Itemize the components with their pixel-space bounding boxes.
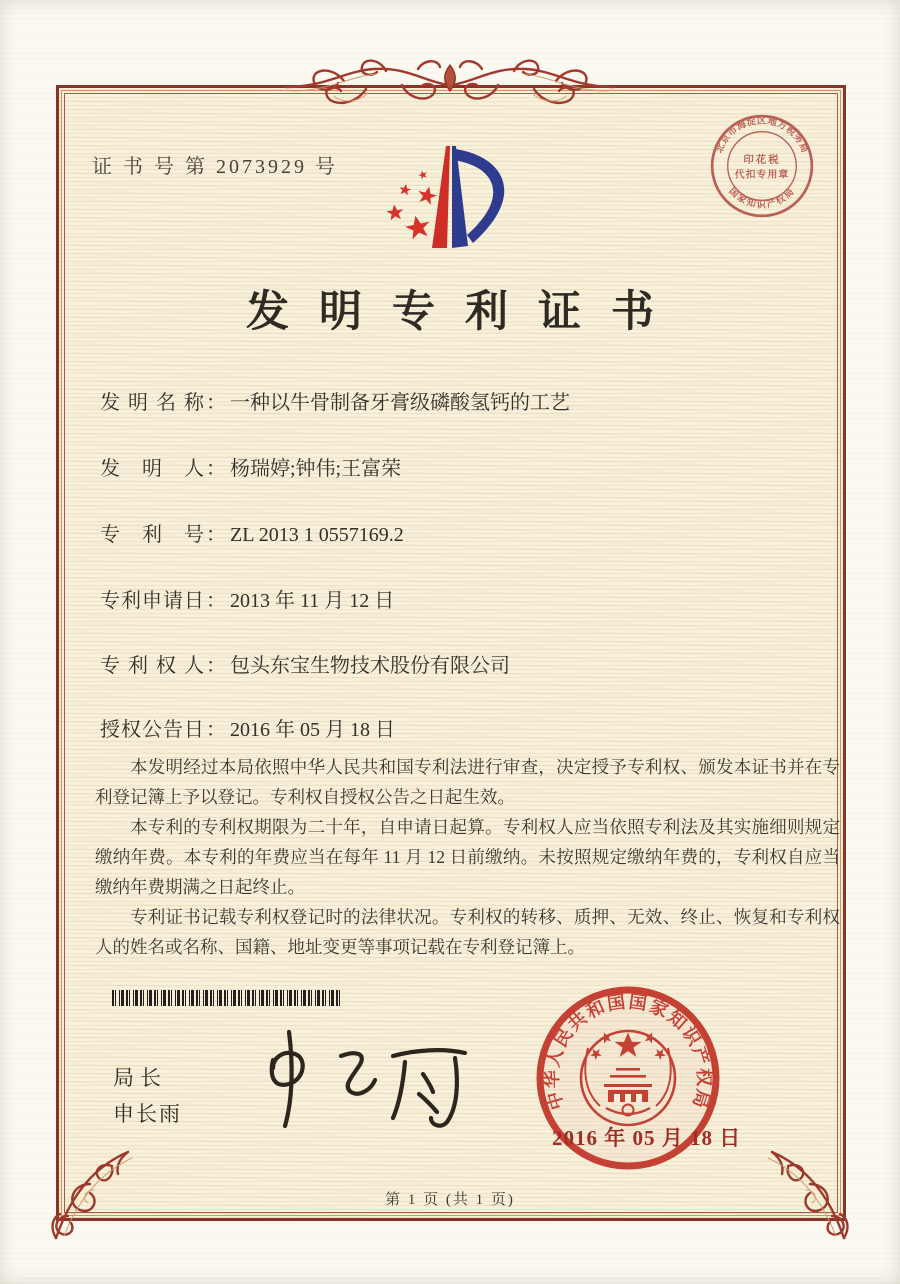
field-inventors: 发明人 ： 杨瑞婷;钟伟;王富荣 [100, 452, 401, 481]
field-application-date: 专利申请日 ： 2013 年 11 月 12 日 [100, 584, 394, 613]
paragraph-term: 本专利的专利权期限为二十年，自申请日起算。专利权人应当依照专利法及其实施细则规定缴纳年费。本专利的年费应当在每年 11 月 12 日前缴纳。未按照规定缴纳年费的，专利权自应当缴纳年费期满之日起终止。 [95, 817, 840, 897]
field-label: 发明人 [100, 458, 204, 480]
tax-seal-line1: 印花税 [743, 154, 781, 166]
field-value: 包头东宝生物技术股份有限公司 [230, 655, 510, 677]
barcode [112, 990, 343, 1006]
director-title: 局长 [113, 1066, 167, 1090]
patent-office-logo-icon [375, 136, 530, 258]
field-value: 一种以牛骨制备牙膏级磷酸氢钙的工艺 [230, 392, 570, 414]
field-grant-date: 授权公告日 ： 2016 年 05 月 18 日 [100, 713, 395, 742]
top-flourish-ornament [282, 41, 618, 125]
certificate-number: 证 书 号 第 2073929 号 [92, 156, 338, 178]
field-label: 专利号 [100, 524, 204, 546]
director-name: 申长雨 [113, 1102, 182, 1126]
field-value: 2016 年 05 月 18 日 [230, 719, 395, 741]
field-label: 专利申请日 [100, 590, 204, 612]
logo-red-spire [432, 146, 450, 248]
field-label: 专利权人 [100, 655, 204, 677]
seal-date: 2016 年 05 月 18 日 [552, 1126, 742, 1150]
field-value: 2013 年 11 月 12 日 [230, 590, 395, 612]
national-seal-arc-text: 中华人民共和国国家知识产权局 [541, 991, 715, 1113]
paragraph-grant: 本发明经过本局依照中华人民共和国专利法进行审查，决定授予专利权、颁发本证书并在专利登记簿上予以登记。专利权自授权公告之日起生效。 [95, 757, 840, 807]
field-patent-number: 专利号 ： ZL 2013 1 0557169.2 [100, 518, 404, 547]
tax-seal-arc-top: 北京市海淀区地方税务局 [714, 116, 810, 155]
field-invention-name: 发明名称 ： 一种以牛骨制备牙膏级磷酸氢钙的工艺 [100, 386, 570, 415]
page-footer: 第 1 页 (共 1 页) [385, 1192, 515, 1208]
svg-text:北京市海淀区地方税务局 [713, 114, 811, 154]
field-patentee: 专利权人 ： 包头东宝生物技术股份有限公司 [100, 649, 510, 678]
tax-stamp-seal [708, 112, 816, 220]
field-value: ZL 2013 1 0557169.2 [230, 524, 404, 546]
legal-text [95, 752, 840, 962]
paragraph-register: 专利证书记载专利权登记时的法律状况。专利权的转移、质押、无效、终止、恢复和专利权人的姓名或名称、国籍、地址变更等事项记载在专利登记簿上。 [95, 907, 840, 957]
logo-stars [386, 169, 439, 240]
field-label: 授权公告日 [100, 719, 204, 741]
tax-seal-arc-bottom: 国家知识产权局 [726, 186, 798, 211]
tax-seal-line2: 代扣专用章 [734, 169, 790, 181]
field-label: 发明名称 [100, 392, 204, 414]
director-signature [255, 1026, 470, 1131]
field-value: 杨瑞婷;钟伟;王富荣 [230, 458, 402, 480]
page-title: 发明专利证书 [246, 289, 684, 336]
